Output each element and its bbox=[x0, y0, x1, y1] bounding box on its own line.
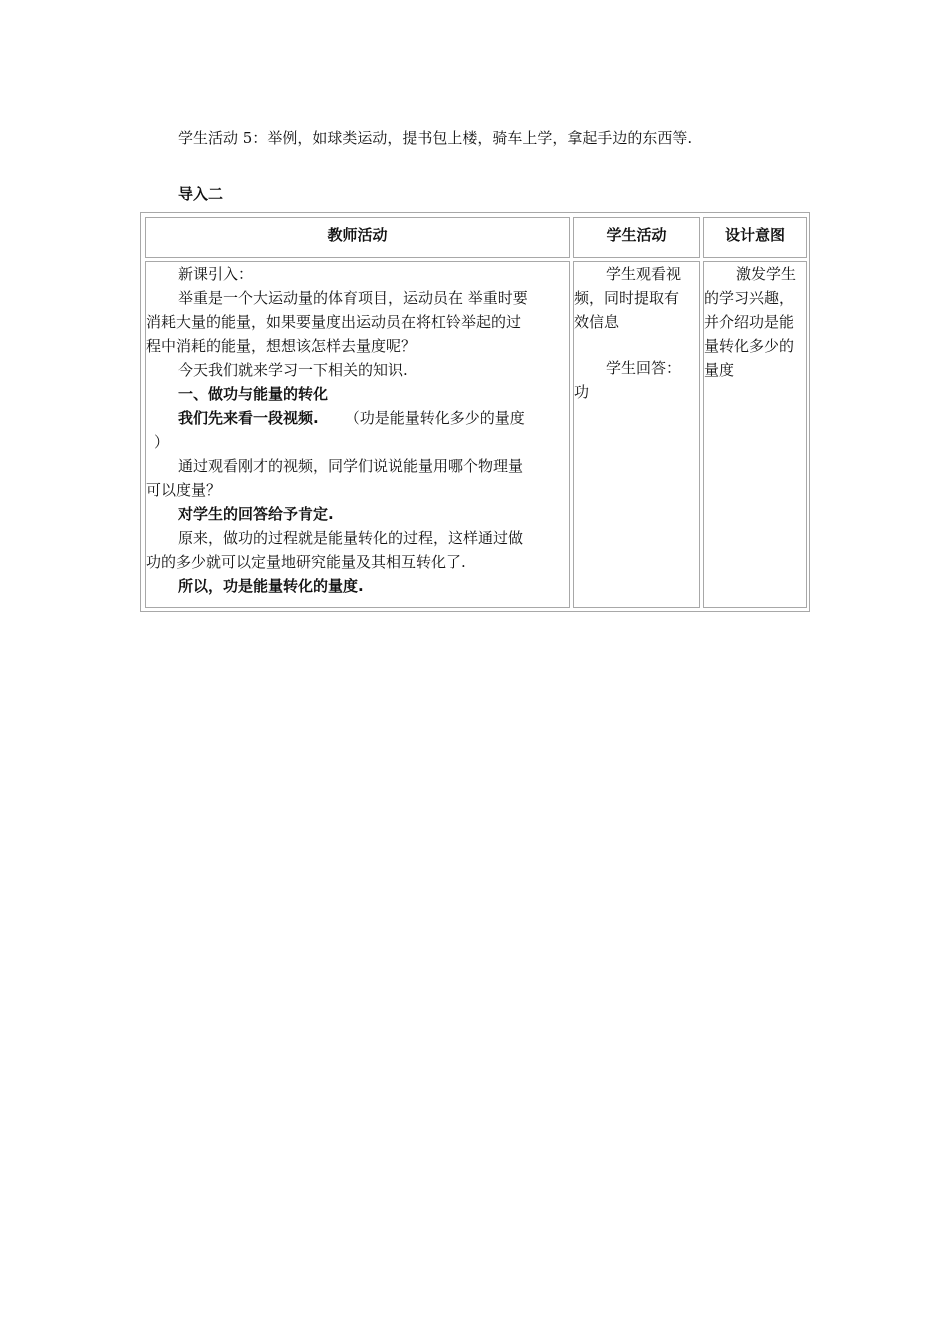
teacher-line: 新课引入： bbox=[178, 265, 254, 283]
teacher-line: 消耗大量的能量，如果要量度出运动员在将杠铃举起的过 bbox=[146, 313, 522, 331]
intro-text: 举例，如球类运动，提书包上楼，骑车上学，拿起手边的东西等. bbox=[267, 129, 693, 147]
teacher-line-affirm: 对学生的回答给予肯定. bbox=[178, 505, 334, 523]
teacher-line-video: 我们先来看一段视频. bbox=[178, 409, 319, 427]
teacher-line: 程中消耗的能量，想想该怎样去量度呢？ bbox=[146, 337, 417, 355]
intro-label: 学生活动 5： bbox=[178, 129, 268, 147]
teacher-line: 原来，做功的过程就是能量转化的过程，这样通过做 bbox=[178, 529, 524, 547]
design-line: 量转化多少的 bbox=[704, 337, 795, 355]
student-activity-cell bbox=[573, 261, 700, 608]
teacher-line-heading: 一、做功与能量的转化 bbox=[178, 385, 329, 403]
teacher-line: 举重是一个大运动量的体育项目，运动员在 举重时要 bbox=[178, 289, 528, 307]
teacher-line: 可以度量？ bbox=[146, 481, 222, 499]
teacher-line: 通过观看刚才的视频，同学们说说能量用哪个物理量 bbox=[178, 457, 524, 475]
section-heading: 导入二 bbox=[178, 185, 224, 203]
design-line: 激发学生 bbox=[736, 265, 797, 283]
teacher-line: 今天我们就来学习一下相关的知识. bbox=[178, 361, 408, 379]
student-line: 频，同时提取有 bbox=[574, 289, 680, 307]
student-line: 效信息 bbox=[574, 313, 620, 331]
teacher-line bbox=[146, 406, 569, 430]
student-line: 学生回答： bbox=[606, 359, 682, 377]
design-line: 量度 bbox=[704, 361, 735, 379]
header-teacher-activity: 教师活动 bbox=[145, 217, 570, 258]
design-line: 的学习兴趣， bbox=[704, 289, 795, 307]
header-design-intent: 设计意图 bbox=[703, 217, 807, 258]
teacher-line: 功的多少就可以定量地研究能量及其相互转化了. bbox=[146, 553, 466, 571]
teacher-activity-cell bbox=[145, 261, 570, 608]
student-line: 学生观看视 bbox=[606, 265, 682, 283]
header-student-activity: 学生活动 bbox=[573, 217, 700, 258]
spacer bbox=[574, 334, 699, 356]
teacher-line-conclusion: 所以，功是能量转化的量度. bbox=[178, 577, 364, 595]
design-intent-cell bbox=[703, 261, 807, 608]
design-line: 并介绍功是能 bbox=[704, 313, 795, 331]
teacher-line-note: （功是能量转化多少的量度 bbox=[344, 409, 525, 427]
lesson-table bbox=[140, 212, 810, 612]
intro-paragraph bbox=[178, 128, 692, 148]
student-line: 功 bbox=[574, 383, 590, 401]
teacher-line: ） bbox=[154, 433, 170, 451]
